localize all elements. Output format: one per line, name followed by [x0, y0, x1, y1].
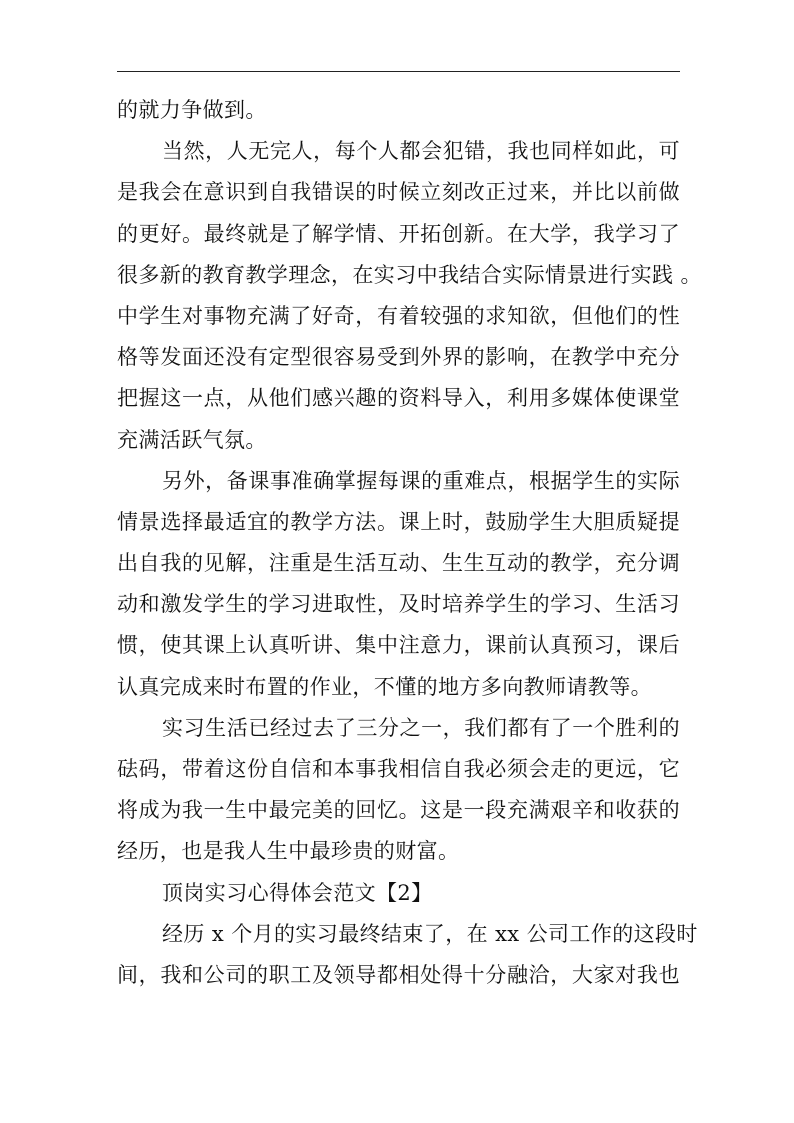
- paragraph-line: 认真完成来时布置的作业，不懂的地方多向教师请教等。: [117, 674, 652, 699]
- header-rule: [117, 71, 680, 72]
- paragraph-line: 是我会在意识到自我错误的时候立刻改正过来，并比以前做: [117, 180, 680, 205]
- paragraph-line: 砝码，带着这份自信和本事我相信自我必须会走的更远，它: [117, 757, 680, 781]
- paragraph-line: 经历，也是我人生中最珍贵的财富。: [117, 839, 460, 864]
- paragraph-line: 格等发面还没有定型很容易受到外界的影响，在教学中充分: [117, 345, 680, 370]
- paragraph-line: 出自我的见解，注重是生活互动、生生互动的教学，充分调: [117, 551, 680, 576]
- document-body: [117, 90, 702, 996]
- paragraph-line: 间，我和公司的职工及领导都相处得十分融洽，大家对我也: [117, 962, 680, 987]
- paragraph-line: 动和激发学生的学习进取性，及时培养学生的学习、生活习: [117, 592, 680, 617]
- paragraph-line: 将成为我一生中最完美的回忆。这是一段充满艰辛和收获的: [117, 798, 680, 823]
- paragraph-line: 充满活跃气氛。: [117, 427, 267, 452]
- paragraph-line: 的就力争做到。: [117, 98, 267, 122]
- paragraph-line: 很多新的教育教学理念，在实习中我结合实际情景进行实践 。: [117, 262, 702, 287]
- paragraph-line: 实习生活已经过去了三分之一，我们都有了一个胜利的: [162, 715, 680, 740]
- paragraph-line: 把握这一点，从他们感兴趣的资料导入，利用多媒体使课堂: [117, 386, 680, 411]
- paragraph-line: 经历 x 个月的实习最终结束了，在 xx 公司工作的这段时: [162, 921, 698, 946]
- paragraph-line: 惯，使其课上认真听讲、集中注意力，课前认真预习，课后: [117, 633, 680, 658]
- paragraph-line: 另外，备课事准确掌握每课的重难点，根据学生的实际: [162, 468, 680, 493]
- section-heading: 顶岗实习心得体会范文【2】: [162, 880, 433, 905]
- paragraph-line: 的更好。最终就是了解学情、开拓创新。在大学，我学习了: [117, 221, 680, 246]
- paragraph-line: 情景选择最适宜的教学方法。课上时，鼓励学生大胆质疑提: [117, 509, 680, 534]
- paragraph-line: 中学生对事物充满了好奇，有着较强的求知欲，但他们的性: [117, 303, 680, 328]
- paragraph-line: 当然，人无完人，每个人都会犯错，我也同样如此，可: [162, 139, 680, 164]
